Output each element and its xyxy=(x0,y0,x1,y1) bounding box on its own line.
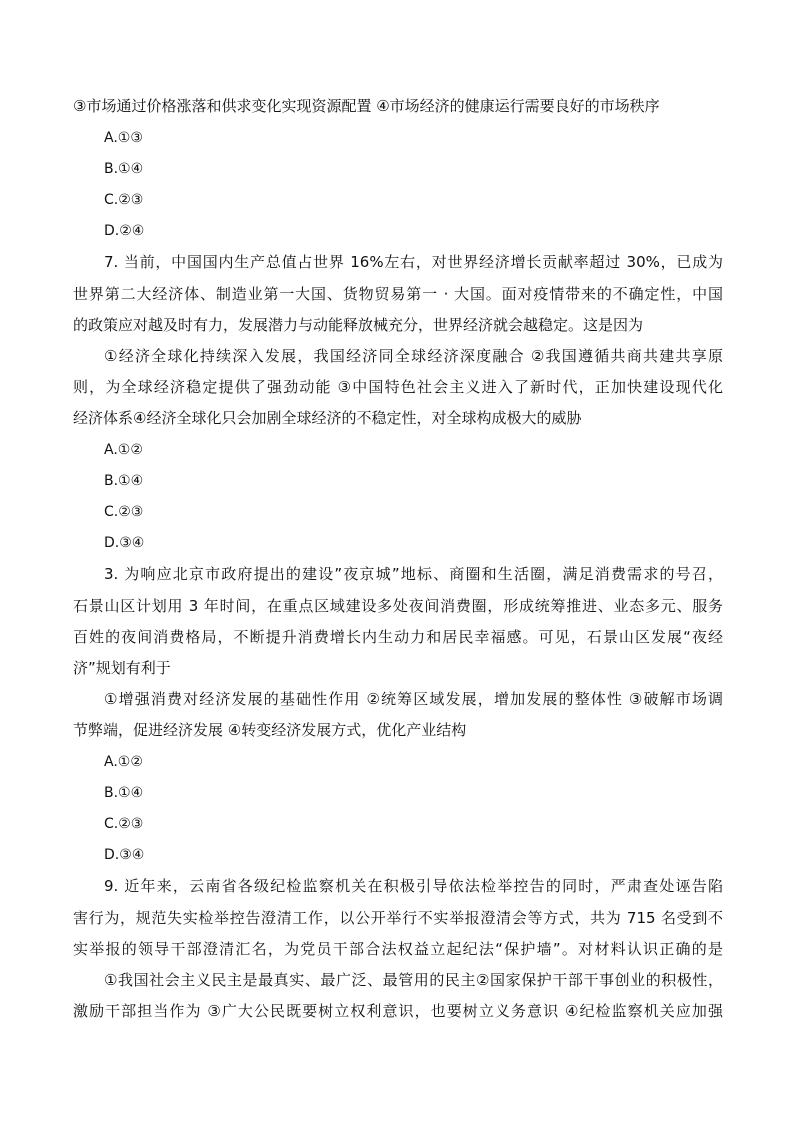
statement-line: ③市场通过价格涨落和供求变化实现资源配置 ④市场经济的健康运行需要良好的市场秩序 xyxy=(73,97,660,115)
question-stem-line: 济”规划有利于 xyxy=(73,659,171,677)
option-a: A.①③ xyxy=(104,130,143,146)
statement-line: ①我国社会主义民主是最真实、最广泛、最管用的民主②国家保护干部干事创业的积极性， xyxy=(104,971,723,989)
question-stem-line: 的政策应对越及时有力，发展潜力与动能释放械充分，世界经济就会越稳定。这是因为 xyxy=(73,316,644,334)
question-stem-line: 害行为，规范失实检举控告澄清工作，以公开举行不实举报澄清会等方式，共为 715 名受到不 xyxy=(73,909,723,927)
option-b: B.①④ xyxy=(104,785,144,801)
statement-line: 则，为全球经济稳定提供了强劲动能 ③中国特色社会主义进入了新时代，正加快建设现代化 xyxy=(73,378,723,396)
option-d: D.③④ xyxy=(104,535,145,551)
question-stem-line: 9. 近年来，云南省各级纪检监察机关在积极引导依法检举控告的同时，严肃查处诬告陷 xyxy=(104,877,723,895)
option-a: A.①② xyxy=(104,442,143,458)
statement-line: ①经济全球化持续深入发展，我国经济同全球经济深度融合 ②我国遵循共商共建共享原 xyxy=(104,347,723,365)
question-stem-line: 7. 当前，中国国内生产总值占世界 16%左右，对世界经济增长贡献率超过 30%，已成为 xyxy=(104,253,723,271)
option-b: B.①④ xyxy=(104,161,144,177)
statement-line: ①增强消费对经济发展的基础性作用 ②统筹区域发展，增加发展的整体性 ③破解市场调 xyxy=(104,690,723,708)
option-d: D.③④ xyxy=(104,847,145,863)
option-a: A.①② xyxy=(104,754,143,770)
option-c: C.②③ xyxy=(104,192,144,208)
question-stem-line: 3. 为响应北京市政府提出的建设”夜京城”地标、商圈和生活圈，满足消费需求的号召， xyxy=(104,565,723,583)
question-stem-line: 世界第二大经济体、制造业第一大国、货物贸易第一 · 大国。面对疫情带来的不确定性，中国 xyxy=(73,285,723,303)
option-d: D.②④ xyxy=(104,223,145,239)
statement-line: 经济体系④经济全球化只会加剧全球经济的不稳定性，对全球构成极大的威胁 xyxy=(73,409,582,427)
option-b: B.①④ xyxy=(104,473,144,489)
question-stem-line: 石景山区计划用 3 年时间，在重点区域建设多处夜间消费圈，形成统筹推进、业态多元、服务 xyxy=(73,597,723,615)
option-c: C.②③ xyxy=(104,816,144,832)
statement-line: 节弊端，促进经济发展 ④转变经济发展方式，优化产业结构 xyxy=(73,721,467,739)
option-c: C.②③ xyxy=(104,504,144,520)
question-stem-line: 实举报的领导干部澄清汇名，为党员干部合法权益立起纪法“保护墙”。对材料认识正确的是 xyxy=(73,940,723,958)
question-stem-line: 百姓的夜间消费格局，不断提升消费增长内生动力和居民幸福感。可见，石景山区发展“夜经 xyxy=(73,628,723,646)
statement-line: 激励干部担当作为 ③广大公民既要树立权利意识，也要树立义务意识 ④纪检监察机关应加强 xyxy=(73,1002,723,1020)
